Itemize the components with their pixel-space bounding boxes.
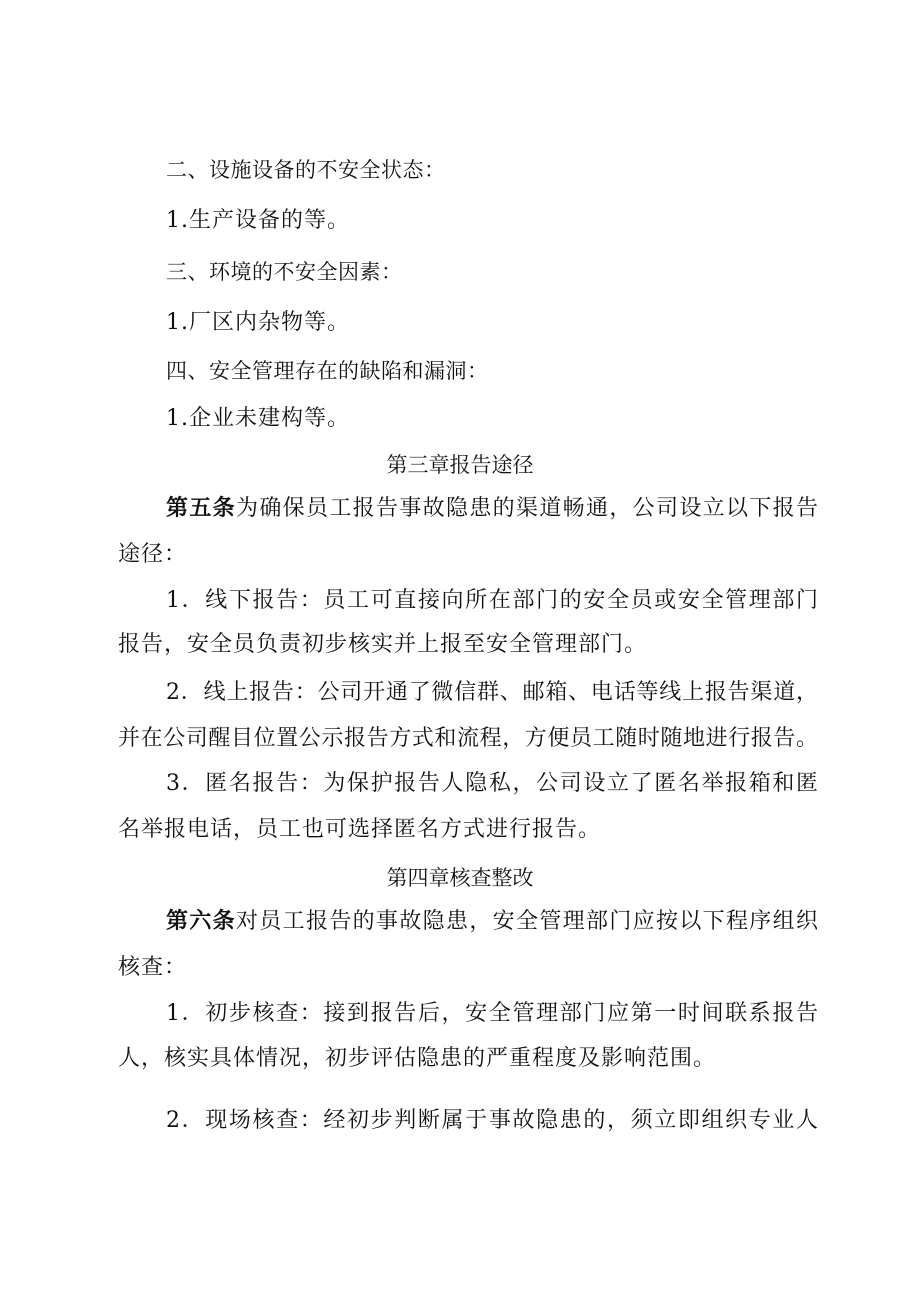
report-anonymous-line-2: 名举报电话，员工也可选择匿名方式进行报告。 [118, 817, 602, 842]
report-online-line-1: 2．线上报告：公司开通了微信群、邮箱、电话等线上报告渠道， [166, 680, 818, 705]
section-four-heading: 四、安全管理存在的缺陷和漏洞： [166, 359, 489, 383]
article-six-line-2: 核查： [118, 955, 188, 980]
report-offline-line-2: 报告，安全员负责初步核实并上报至安全管理部门。 [118, 632, 648, 657]
check-initial-line-2: 人，核实具体情况，初步评估隐患的严重程度及影响范围。 [118, 1046, 717, 1071]
report-offline-line-1: 1．线下报告：员工可直接向所在部门的安全员或安全管理部门 [166, 588, 818, 613]
report-anonymous-line-1: 3．匿名报告：为保护报告人隐私，公司设立了匿名举报箱和匿 [166, 771, 818, 796]
chapter-three-title: 第三章报告途径 [386, 453, 534, 477]
section-two-heading: 二、设施设备的不安全状态： [166, 158, 446, 182]
article-six-line-1 [166, 907, 818, 937]
section-three-heading: 三、环境的不安全因素： [166, 260, 403, 284]
check-onsite-line-1: 2．现场核查：经初步判断属于事故隐患的，须立即组织专业人 [166, 1108, 818, 1133]
section-four-item: 1.企业未建构等。 [166, 406, 350, 431]
section-two-item: 1.生产设备的等。 [166, 208, 350, 233]
article-five-lead: 第五条 [166, 496, 236, 521]
section-three-item: 1.厂区内杂物等。 [166, 310, 350, 335]
chapter-four-title: 第四章核查整改 [386, 866, 534, 890]
article-five-line-1 [166, 494, 818, 524]
article-six-text-1: 对员工报告的事故隐患，安全管理部门应按以下程序组织 [236, 909, 818, 934]
article-six-lead: 第六条 [166, 909, 236, 934]
article-five-line-2: 途径： [118, 542, 188, 567]
report-online-line-2: 并在公司醒目位置公示报告方式和流程，方便员工随时随地进行报告。 [118, 726, 818, 751]
check-initial-line-1: 1．初步核查：接到报告后，安全管理部门应第一时间联系报告 [166, 1001, 818, 1026]
article-five-text-1: 为确保员工报告事故隐患的渠道畅通，公司设立以下报告 [236, 496, 818, 521]
